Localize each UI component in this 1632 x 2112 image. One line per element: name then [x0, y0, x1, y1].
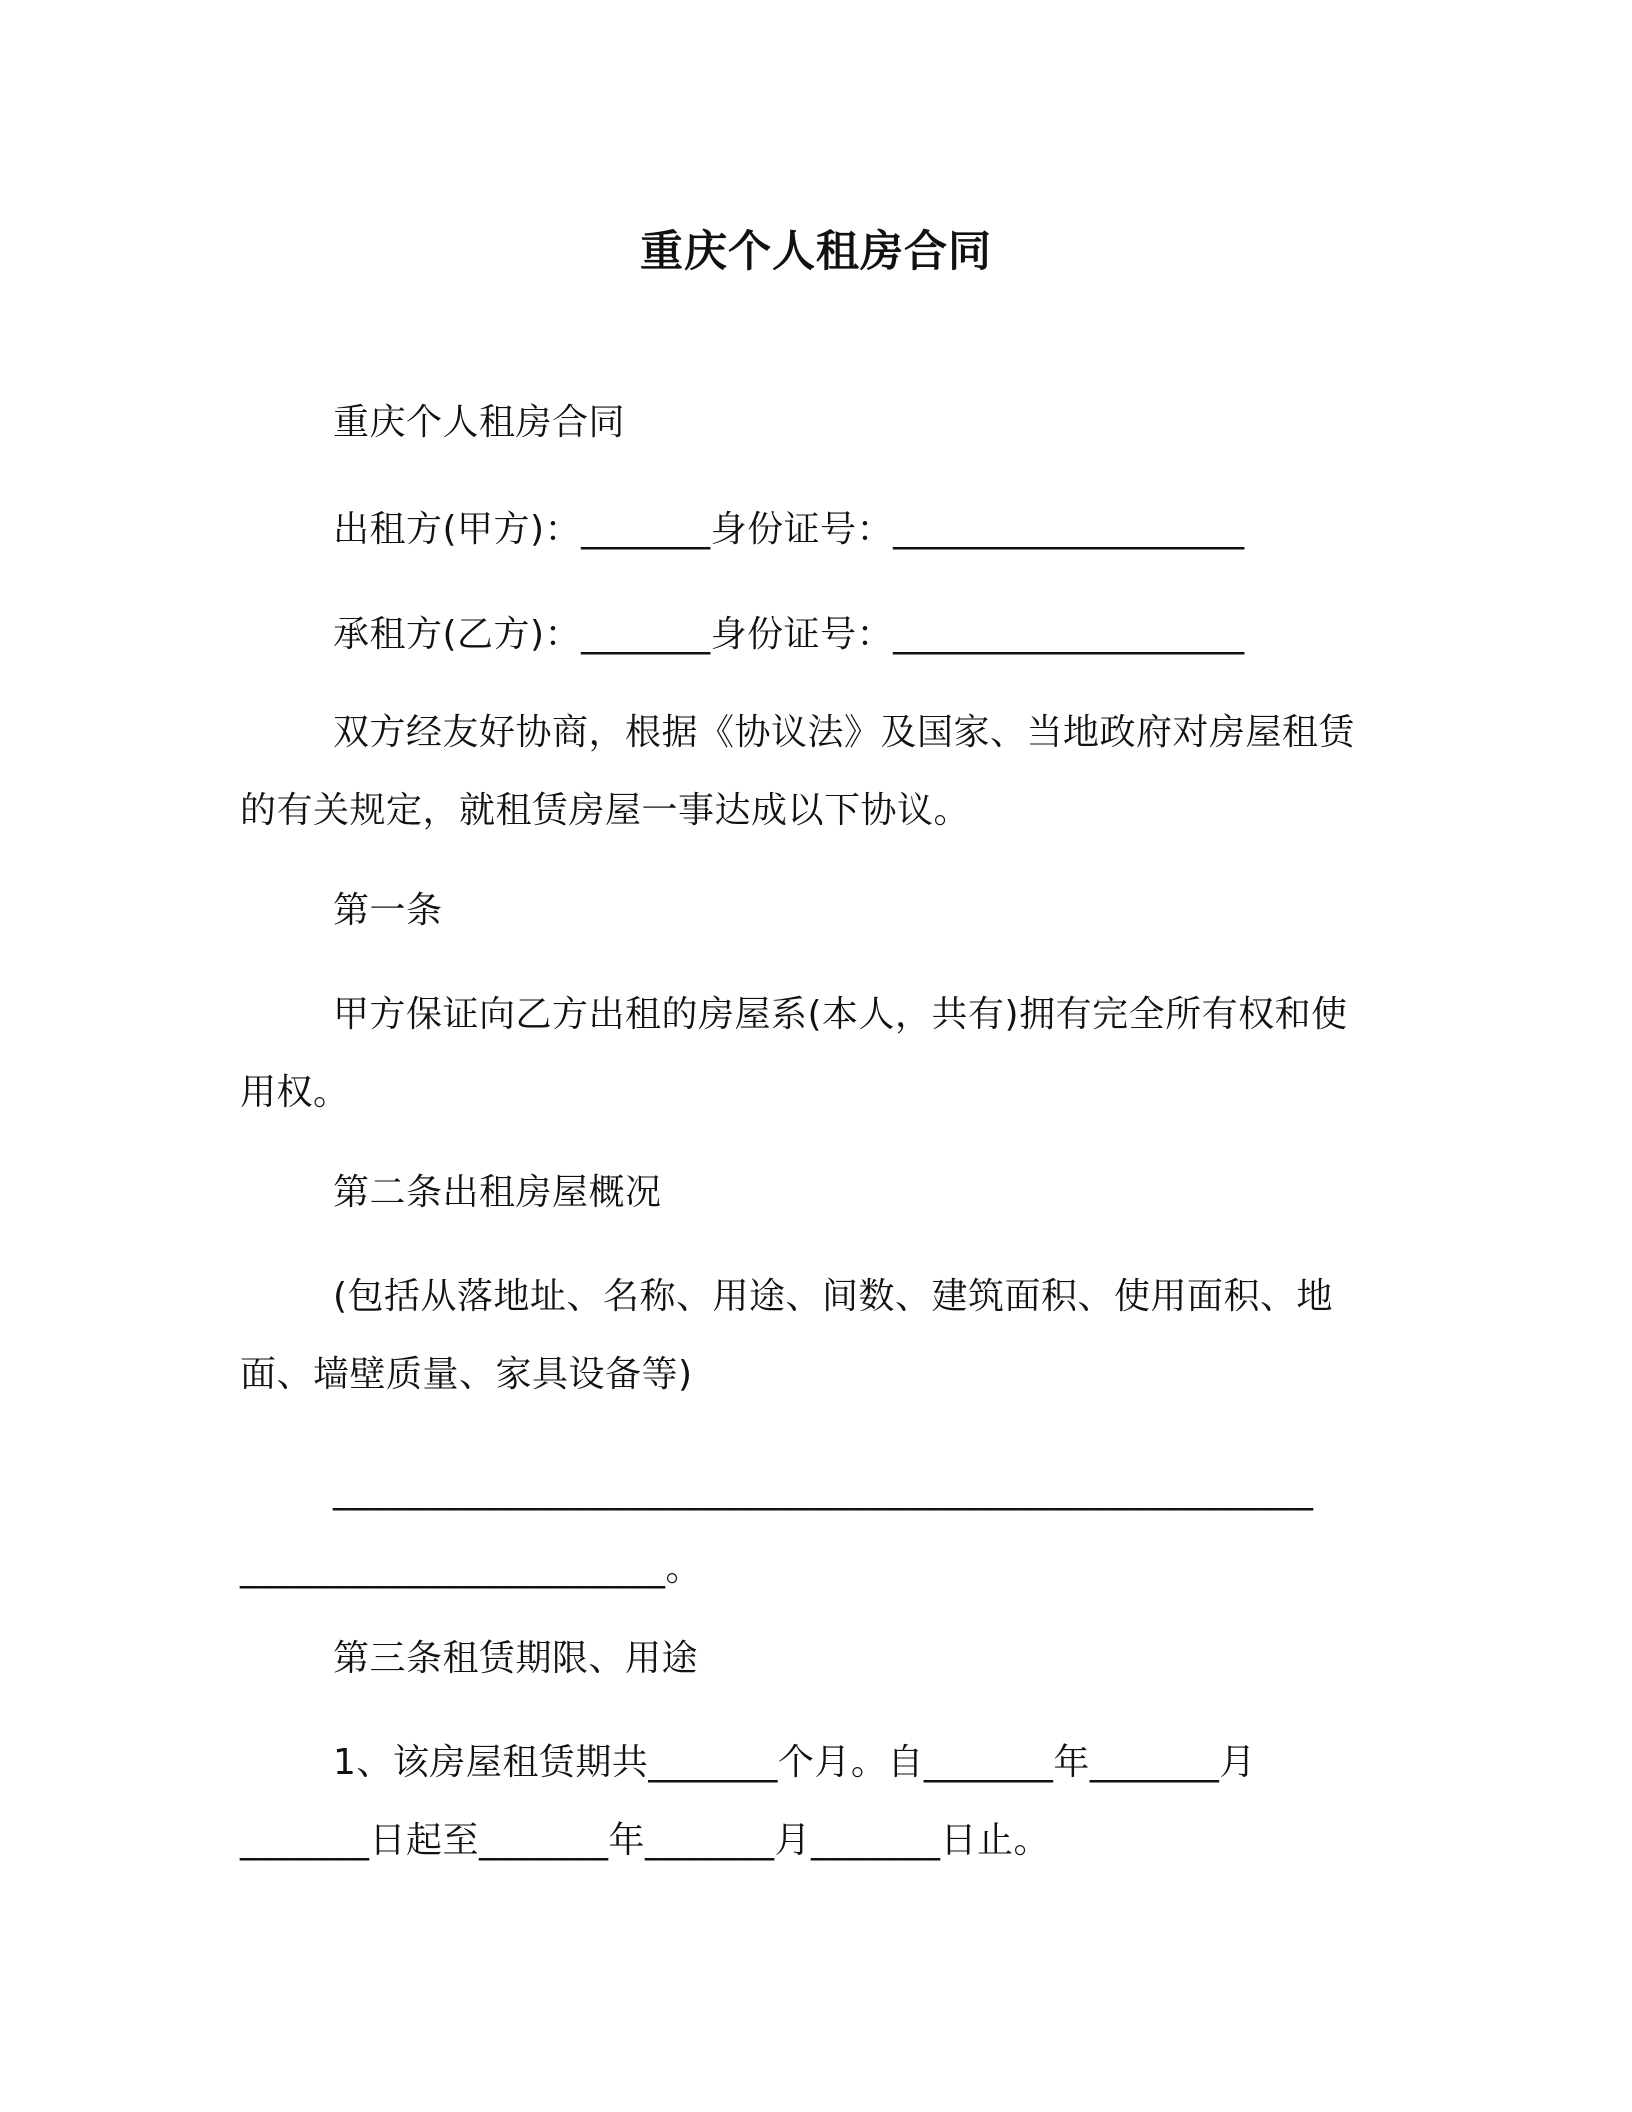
article-2-text-line-2: 面、墙壁质量、家具设备等): [240, 1354, 693, 1395]
article-2-heading: 第二条出租房屋概况: [333, 1172, 662, 1213]
blank-line-1: _____________________________________________________: [333, 1470, 1314, 1511]
article-3-term-line-2: _______日起至_______年_______月_______日止。: [240, 1820, 1051, 1861]
preamble-line-2: 的有关规定，就租赁房屋一事达成以下协议。: [240, 790, 971, 831]
preamble-line-1: 双方经友好协商，根据《协议法》及国家、当地政府对房屋租赁: [333, 712, 1356, 753]
article-1-text-line-1: 甲方保证向乙方出租的房屋系(本人，共有)拥有完全所有权和使: [333, 994, 1348, 1035]
lessor-line: 出租方(甲方)：_______身份证号：___________________: [333, 509, 1245, 550]
article-2-text-line-1: (包括从落地址、名称、用途、间数、建筑面积、使用面积、地: [333, 1276, 1334, 1317]
lessee-line: 承租方(乙方)：_______身份证号：___________________: [333, 614, 1245, 655]
blank-line-2: _______________________。: [240, 1548, 702, 1589]
article-1-heading: 第一条: [333, 890, 443, 931]
subtitle-line: 重庆个人租房合同: [333, 402, 626, 443]
article-3-heading: 第三条租赁期限、用途: [333, 1638, 699, 1679]
document-title: 重庆个人租房合同: [640, 227, 992, 277]
article-1-text-line-2: 用权。: [240, 1072, 350, 1113]
article-3-term-line-1: 1、该房屋租赁期共_______个月。自_______年_______月: [333, 1742, 1256, 1783]
